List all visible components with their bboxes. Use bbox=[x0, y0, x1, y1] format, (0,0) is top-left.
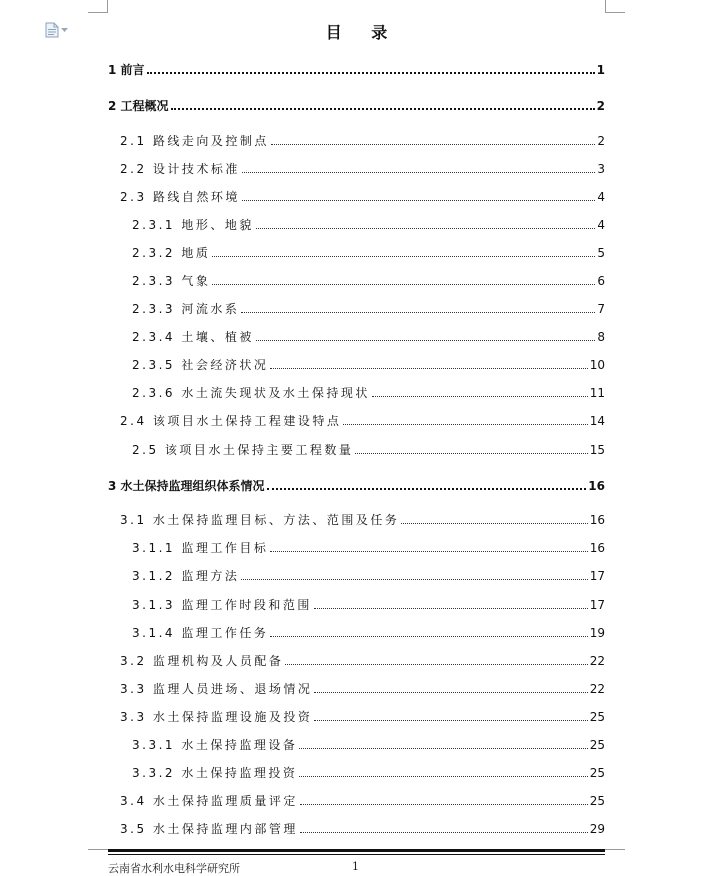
toc-leader-dots bbox=[212, 283, 595, 285]
toc-entry-label: 3.3.1 水土保持监理设备 bbox=[132, 738, 298, 752]
toc-entry-label: 2.3 路线自然环境 bbox=[120, 190, 240, 204]
toc-leader-dots bbox=[271, 143, 595, 145]
toc-entry-page: 17 bbox=[589, 598, 605, 612]
toc-leader-dots bbox=[300, 803, 588, 805]
toc-leader-dots bbox=[256, 227, 596, 229]
page-title: 目 录 bbox=[325, 23, 400, 42]
toc-entry-label: 3.3 监理人员进场、退场情况 bbox=[120, 682, 313, 696]
toc-entry-page: 5 bbox=[597, 246, 605, 260]
toc-entry-label: 2.3.3 河流水系 bbox=[132, 302, 240, 316]
toc-entry[interactable] bbox=[120, 413, 605, 429]
footer-rule-thick bbox=[108, 849, 605, 852]
toc-entry-page: 1 bbox=[596, 63, 605, 77]
toc-entry[interactable] bbox=[132, 217, 605, 233]
toc-entry[interactable] bbox=[132, 329, 605, 345]
toc-entry-page: 22 bbox=[589, 654, 605, 668]
toc-entry-label: 3.1.4 监理工作任务 bbox=[132, 626, 269, 640]
footer-rule-thin bbox=[108, 854, 605, 855]
toc-entry-label: 3.2 监理机构及人员配备 bbox=[120, 654, 284, 668]
toc-entry-page: 25 bbox=[589, 738, 605, 752]
toc-entry[interactable] bbox=[108, 98, 605, 114]
toc-entry[interactable] bbox=[132, 765, 605, 781]
toc-entry-page: 16 bbox=[589, 513, 605, 527]
toc-leader-dots bbox=[242, 171, 595, 173]
toc-leader-dots bbox=[299, 775, 587, 777]
toc-entry-label: 3.1.1 监理工作目标 bbox=[132, 541, 269, 555]
toc-entry[interactable] bbox=[132, 245, 605, 261]
toc-entry-page: 25 bbox=[589, 710, 605, 724]
toc-entry[interactable] bbox=[120, 133, 605, 149]
toc-entry-page: 4 bbox=[597, 190, 605, 204]
toc-leader-dots bbox=[256, 339, 596, 341]
toc-entry-label: 2.3.6 水土流失现状及水土保持现状 bbox=[132, 386, 370, 400]
toc-entry[interactable] bbox=[132, 385, 605, 401]
toc-leader-dots bbox=[212, 255, 595, 257]
toc-leader-dots bbox=[314, 607, 588, 609]
footer-page-number: 1 bbox=[352, 860, 359, 873]
toc-entry[interactable] bbox=[132, 442, 605, 458]
toc-entry[interactable] bbox=[120, 709, 605, 725]
toc-leader-dots bbox=[285, 663, 587, 665]
toc-entry-page: 2 bbox=[596, 99, 605, 113]
toc-entry-label: 3.1 水土保持监理目标、方法、范围及任务 bbox=[120, 513, 400, 527]
toc-leader-dots bbox=[372, 395, 588, 397]
toc-entry-page: 3 bbox=[597, 162, 605, 176]
toc-leader-dots bbox=[270, 367, 587, 369]
toc-entry[interactable] bbox=[120, 189, 605, 205]
toc-entry-label: 3 水土保持监理组织体系情况 bbox=[108, 479, 265, 493]
toc-entry-label: 2.4 该项目水土保持工程建设特点 bbox=[120, 414, 342, 428]
toc-leader-dots bbox=[270, 635, 587, 637]
toc-entry[interactable] bbox=[108, 478, 605, 494]
toc-entry-page: 16 bbox=[588, 479, 605, 493]
toc-entry-label: 2.5 该项目水土保持主要工程数量 bbox=[132, 443, 354, 457]
toc-entry[interactable] bbox=[108, 62, 605, 78]
toc-entry[interactable] bbox=[132, 540, 605, 556]
footer-organization: 云南省水利水电科学研究所 bbox=[108, 862, 240, 875]
toc-entry-label: 2.3.4 土壤、植被 bbox=[132, 330, 254, 344]
toc-entry[interactable] bbox=[132, 273, 605, 289]
toc-entry-label: 2 工程概况 bbox=[108, 99, 169, 113]
toc-entry-page: 6 bbox=[597, 274, 605, 288]
toc-entry[interactable] bbox=[120, 653, 605, 669]
toc-entry-label: 3.5 水土保持监理内部管理 bbox=[120, 822, 298, 836]
toc-entry-label: 2.3.1 地形、地貌 bbox=[132, 218, 254, 232]
toc-entry-page: 29 bbox=[589, 822, 605, 836]
toc-entry-page: 11 bbox=[589, 386, 605, 400]
toc-entry-label: 3.3.2 水土保持监理投资 bbox=[132, 766, 298, 780]
toc-entry-page: 2 bbox=[597, 134, 605, 148]
toc-leader-dots bbox=[270, 550, 587, 552]
toc-entry-page: 16 bbox=[589, 541, 605, 555]
toc-leader-dots bbox=[314, 719, 587, 721]
toc-leader-dots bbox=[267, 487, 587, 490]
toc-entry-page: 4 bbox=[597, 218, 605, 232]
toc-leader-dots bbox=[171, 107, 595, 110]
toc-entry[interactable] bbox=[132, 625, 605, 641]
toc-entry-label: 2.1 路线走向及控制点 bbox=[120, 134, 269, 148]
toc-entry-label: 2.3.5 社会经济状况 bbox=[132, 358, 269, 372]
toc-entry[interactable] bbox=[132, 597, 605, 613]
toc-entry-page: 8 bbox=[597, 330, 605, 344]
toc-leader-dots bbox=[343, 423, 587, 425]
toc-entry-page: 15 bbox=[589, 443, 605, 457]
toc-entry-page: 22 bbox=[589, 682, 605, 696]
toc-entry[interactable] bbox=[132, 737, 605, 753]
toc-entry-page: 25 bbox=[589, 794, 605, 808]
toc-leader-dots bbox=[241, 578, 587, 580]
toc-leader-dots bbox=[147, 71, 595, 74]
toc-entry-label: 3.4 水土保持监理质量评定 bbox=[120, 794, 298, 808]
toc-leader-dots bbox=[241, 311, 595, 313]
toc-entry-page: 10 bbox=[589, 358, 605, 372]
toc-entry-page: 25 bbox=[589, 766, 605, 780]
toc-entry-page: 19 bbox=[589, 626, 605, 640]
toc-entry[interactable] bbox=[132, 301, 605, 317]
toc-entry[interactable] bbox=[120, 681, 605, 697]
toc-entry[interactable] bbox=[120, 793, 605, 809]
toc-entry-label: 2.3.3 气象 bbox=[132, 274, 211, 288]
toc-entry-label: 3.3 水土保持监理设施及投资 bbox=[120, 710, 313, 724]
toc-entry[interactable] bbox=[120, 821, 605, 837]
toc-entry-page: 14 bbox=[589, 414, 605, 428]
toc-entry-label: 3.1.2 监理方法 bbox=[132, 569, 240, 583]
toc-leader-dots bbox=[300, 831, 588, 833]
toc-leader-dots bbox=[355, 452, 587, 454]
toc-entry-page: 7 bbox=[597, 302, 605, 316]
toc-entry[interactable] bbox=[120, 161, 605, 177]
toc-entry-page: 17 bbox=[589, 569, 605, 583]
toc-entry-label: 3.1.3 监理工作时段和范围 bbox=[132, 598, 312, 612]
toc-entry-label: 2.3.2 地质 bbox=[132, 246, 211, 260]
toc-leader-dots bbox=[242, 199, 595, 201]
toc-entry-label: 2.2 设计技术标准 bbox=[120, 162, 240, 176]
toc-leader-dots bbox=[299, 747, 587, 749]
toc-entry[interactable] bbox=[132, 357, 605, 373]
toc-entry[interactable] bbox=[132, 568, 605, 584]
toc-leader-dots bbox=[314, 691, 587, 693]
toc-entry[interactable] bbox=[120, 512, 605, 528]
toc-entry-label: 1 前言 bbox=[108, 63, 145, 77]
toc-leader-dots bbox=[401, 522, 587, 524]
